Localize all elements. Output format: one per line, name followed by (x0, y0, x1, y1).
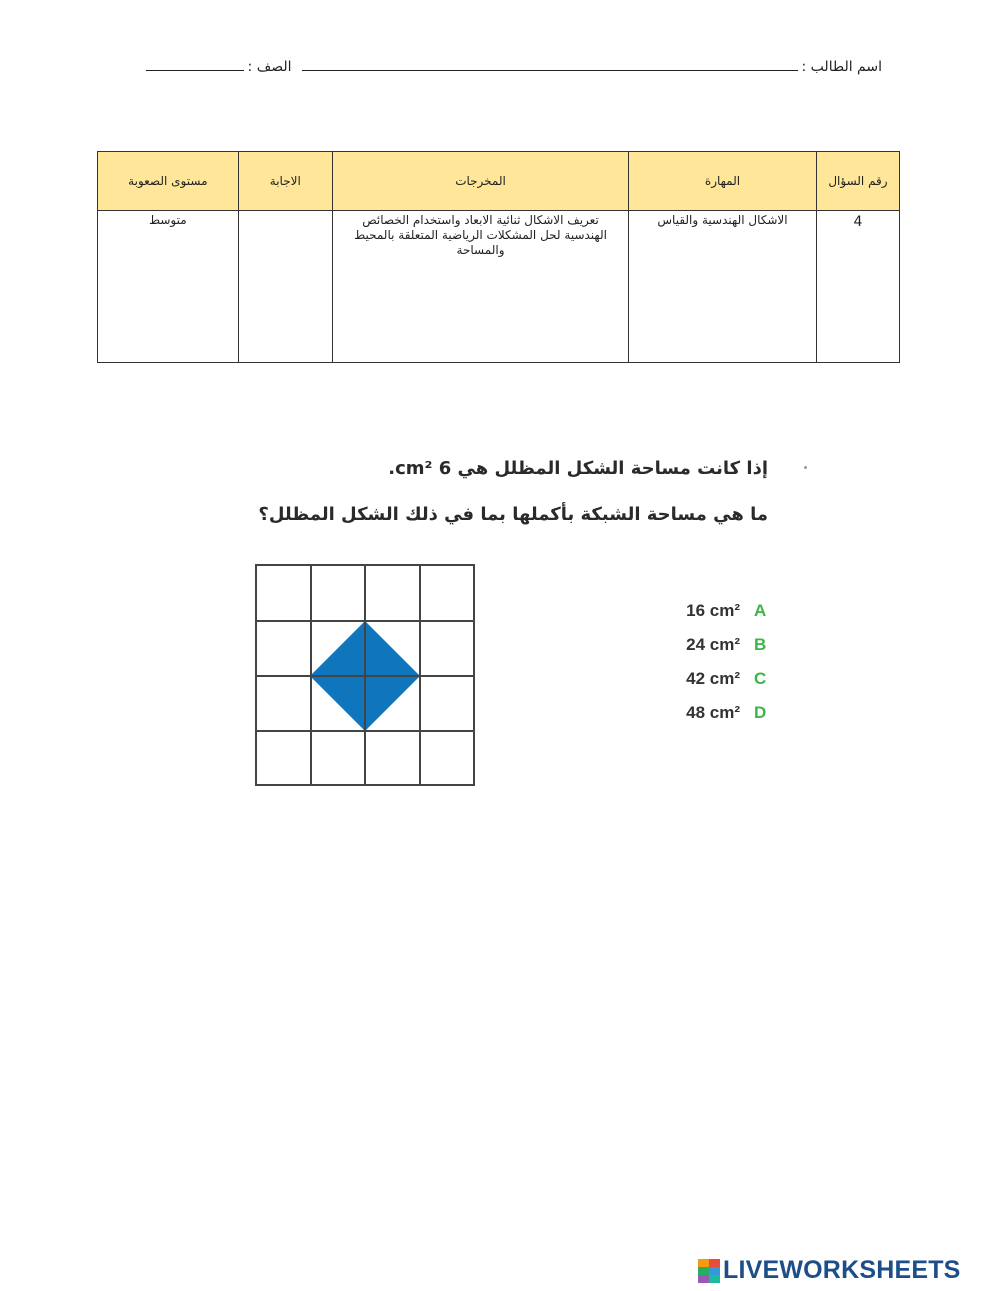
table-header-row (98, 152, 900, 211)
logo-text: LIVEWORKSHEETS (723, 1256, 961, 1284)
option-d[interactable] (660, 696, 780, 730)
option-c[interactable] (660, 662, 780, 696)
cell-question-number: 4 (816, 211, 899, 363)
cell-outcomes: تعريف الاشكال ثنائية الابعاد واستخدام الخصائص الهندسية لحل المشكلات الرياضية المتعلقة بالمحيط والمساحة (332, 211, 628, 363)
class-field[interactable] (146, 58, 244, 71)
cell-answer[interactable] (238, 211, 332, 363)
question-info-table (97, 151, 900, 363)
header-outcomes: المخرجات (332, 152, 628, 211)
option-a-letter: A (754, 601, 767, 620)
student-name-field[interactable] (302, 58, 798, 71)
option-d-letter: D (754, 703, 767, 722)
grid-figure (255, 564, 479, 788)
liveworksheets-logo (698, 1256, 961, 1285)
class-label: الصف : (247, 59, 292, 75)
logo-mark-icon (698, 1259, 720, 1283)
option-b[interactable] (660, 628, 780, 662)
table-row (98, 211, 900, 363)
header-skill: المهارة (629, 152, 817, 211)
header-difficulty: مستوى الصعوبة (98, 152, 239, 211)
cell-skill: الاشكال الهندسية والقياس (629, 211, 817, 363)
option-c-letter: C (754, 669, 767, 688)
bullet-dot (804, 466, 807, 469)
question-line-2: ما هي مساحة الشبكة بأكملها بما في ذلك الشكل المظلل؟ (258, 504, 768, 525)
answer-options (660, 594, 780, 730)
header-question-number: رقم السؤال (816, 152, 899, 211)
option-a[interactable] (660, 594, 780, 628)
option-b-value: 24 cm² (686, 635, 740, 654)
header-answer: الاجابة (238, 152, 332, 211)
option-d-value: 48 cm² (686, 703, 740, 722)
option-c-value: 42 cm² (686, 669, 740, 688)
question-line-1: إذا كانت مساحة الشكل المظلل هي 6 cm². (388, 458, 768, 479)
option-a-value: 16 cm² (686, 601, 740, 620)
grid-lines (256, 565, 474, 785)
cell-difficulty: متوسط (98, 211, 239, 363)
option-b-letter: B (754, 635, 767, 654)
student-name-label: اسم الطالب : (801, 59, 882, 75)
student-info-line (140, 58, 882, 75)
